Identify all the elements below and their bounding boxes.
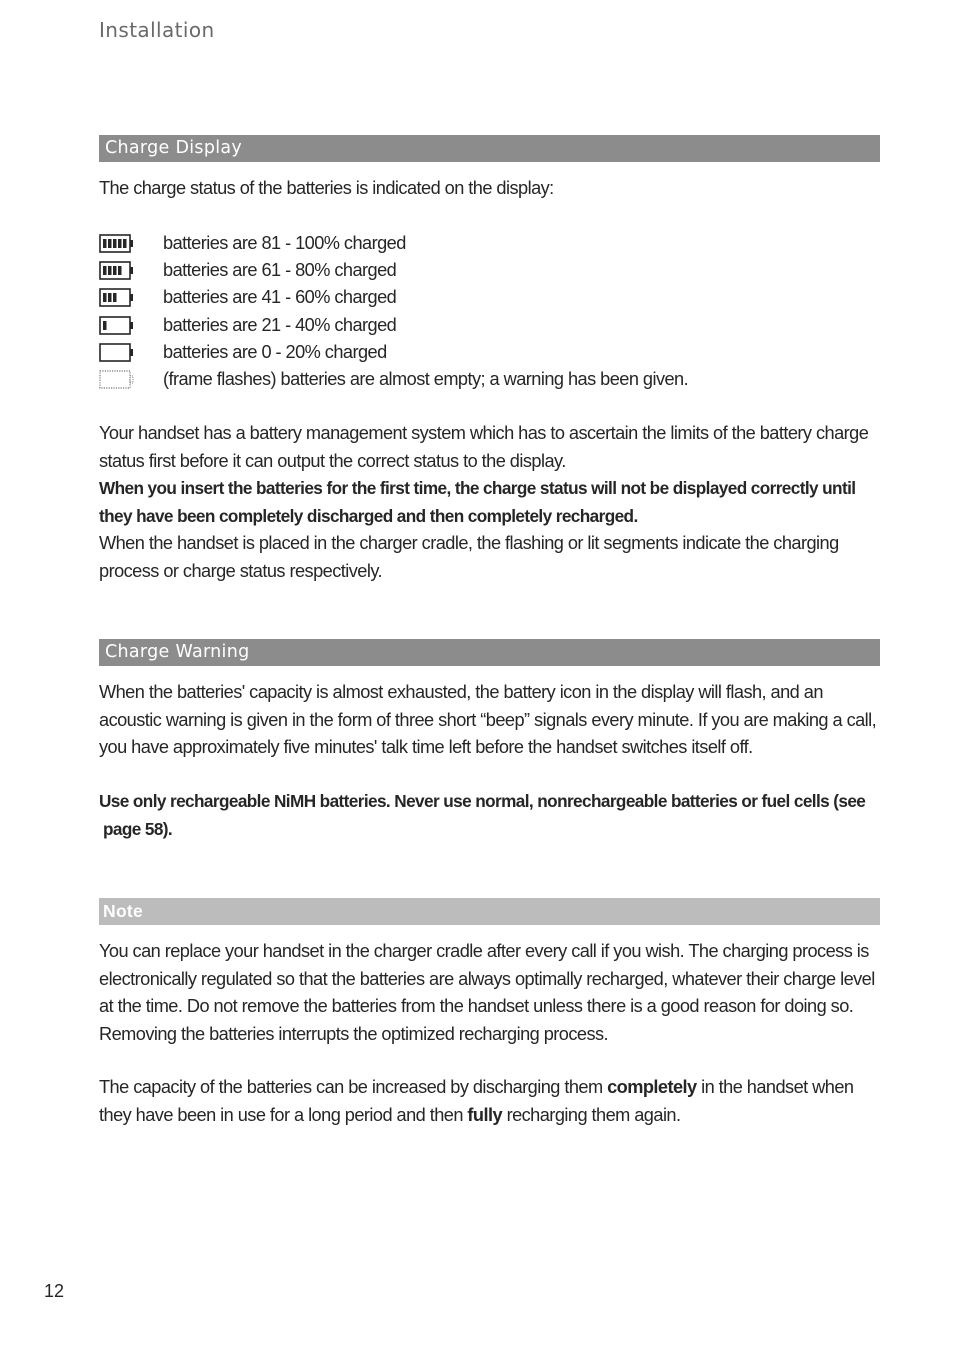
battery-level-label: batteries are 0 - 20% charged — [163, 341, 387, 362]
battery-flashing-icon — [99, 370, 135, 390]
page-number: 12 — [44, 1281, 65, 1301]
list-item — [99, 284, 889, 311]
charger-cradle-paragraph: When the handset is placed in the charger cradle, the flashing or lit segments indicate the charging process or charge status respectively. — [99, 533, 839, 581]
list-item — [99, 339, 889, 366]
battery-80-icon — [99, 261, 135, 281]
battery-full-icon — [99, 234, 135, 254]
running-head: Installation — [99, 18, 215, 42]
list-item — [99, 312, 889, 339]
section-heading-charge-warning: Charge Warning — [99, 639, 880, 666]
charge-display-body — [99, 420, 889, 585]
battery-level-label: batteries are 21 - 40% charged — [163, 314, 397, 335]
battery-level-label: (frame flashes) batteries are almost empty; a warning has been given. — [163, 368, 689, 389]
battery-empty-icon — [99, 343, 135, 363]
nimh-warning-line-2: page 58). — [103, 818, 173, 839]
note-paragraph-2 — [99, 1074, 889, 1129]
battery-40-icon — [99, 316, 135, 336]
nimh-battery-warning — [99, 788, 889, 843]
nimh-warning-line-1: Use only rechargeable NiMH batteries. Never use normal, nonrechargeable batteries or fuel cells (see — [99, 791, 866, 811]
battery-level-list — [99, 230, 889, 393]
charge-warning-paragraph: When the batteries' capacity is almost exhausted, the battery icon in the display will flash, and an acoustic warning is given in the form of three short “beep” signals every minute. If you are making a call, you have approximately five minutes' talk time left before the handset switches itself off. — [99, 682, 877, 757]
battery-level-label: batteries are 61 - 80% charged — [163, 260, 397, 281]
list-item — [99, 230, 889, 257]
section-heading-charge-display: Charge Display — [99, 135, 880, 162]
list-item — [99, 366, 889, 393]
note-paragraph-1: You can replace your handset in the charger cradle after every call if you wish. The charging process is electronically regulated so that the batteries are always optimally recharged, whatever their charge level at the time. Do not remove the batteries from the handset unless there is a good reason for doing so. Removing the batteries interrupts the optimized recharging process. — [99, 941, 875, 1044]
note-text: in the handset when they have been in use for a long period and then — [99, 1077, 854, 1125]
battery-60-icon — [99, 288, 135, 308]
emphasis-completely: completely — [607, 1077, 697, 1097]
battery-management-paragraph: Your handset has a battery management system which has to ascertain the limits of the battery charge status first before it can output the correct status to the display. — [99, 423, 869, 471]
note-text: recharging them again. — [502, 1104, 681, 1125]
section-heading-note: Note — [99, 898, 880, 925]
battery-level-label: batteries are 81 - 100% charged — [163, 233, 406, 253]
charge-display-intro: The charge status of the batteries is indicated on the display: — [99, 178, 554, 198]
note-text: The capacity of the batteries can be increased by discharging them — [99, 1077, 608, 1097]
first-insert-warning: When you insert the batteries for the first time, the charge status will not be displayed correctly until they have been completely discharged and then completely recharged. — [99, 478, 856, 526]
emphasis-fully: fully — [467, 1104, 503, 1125]
list-item — [99, 257, 889, 284]
battery-level-label: batteries are 41 - 60% charged — [163, 287, 397, 308]
